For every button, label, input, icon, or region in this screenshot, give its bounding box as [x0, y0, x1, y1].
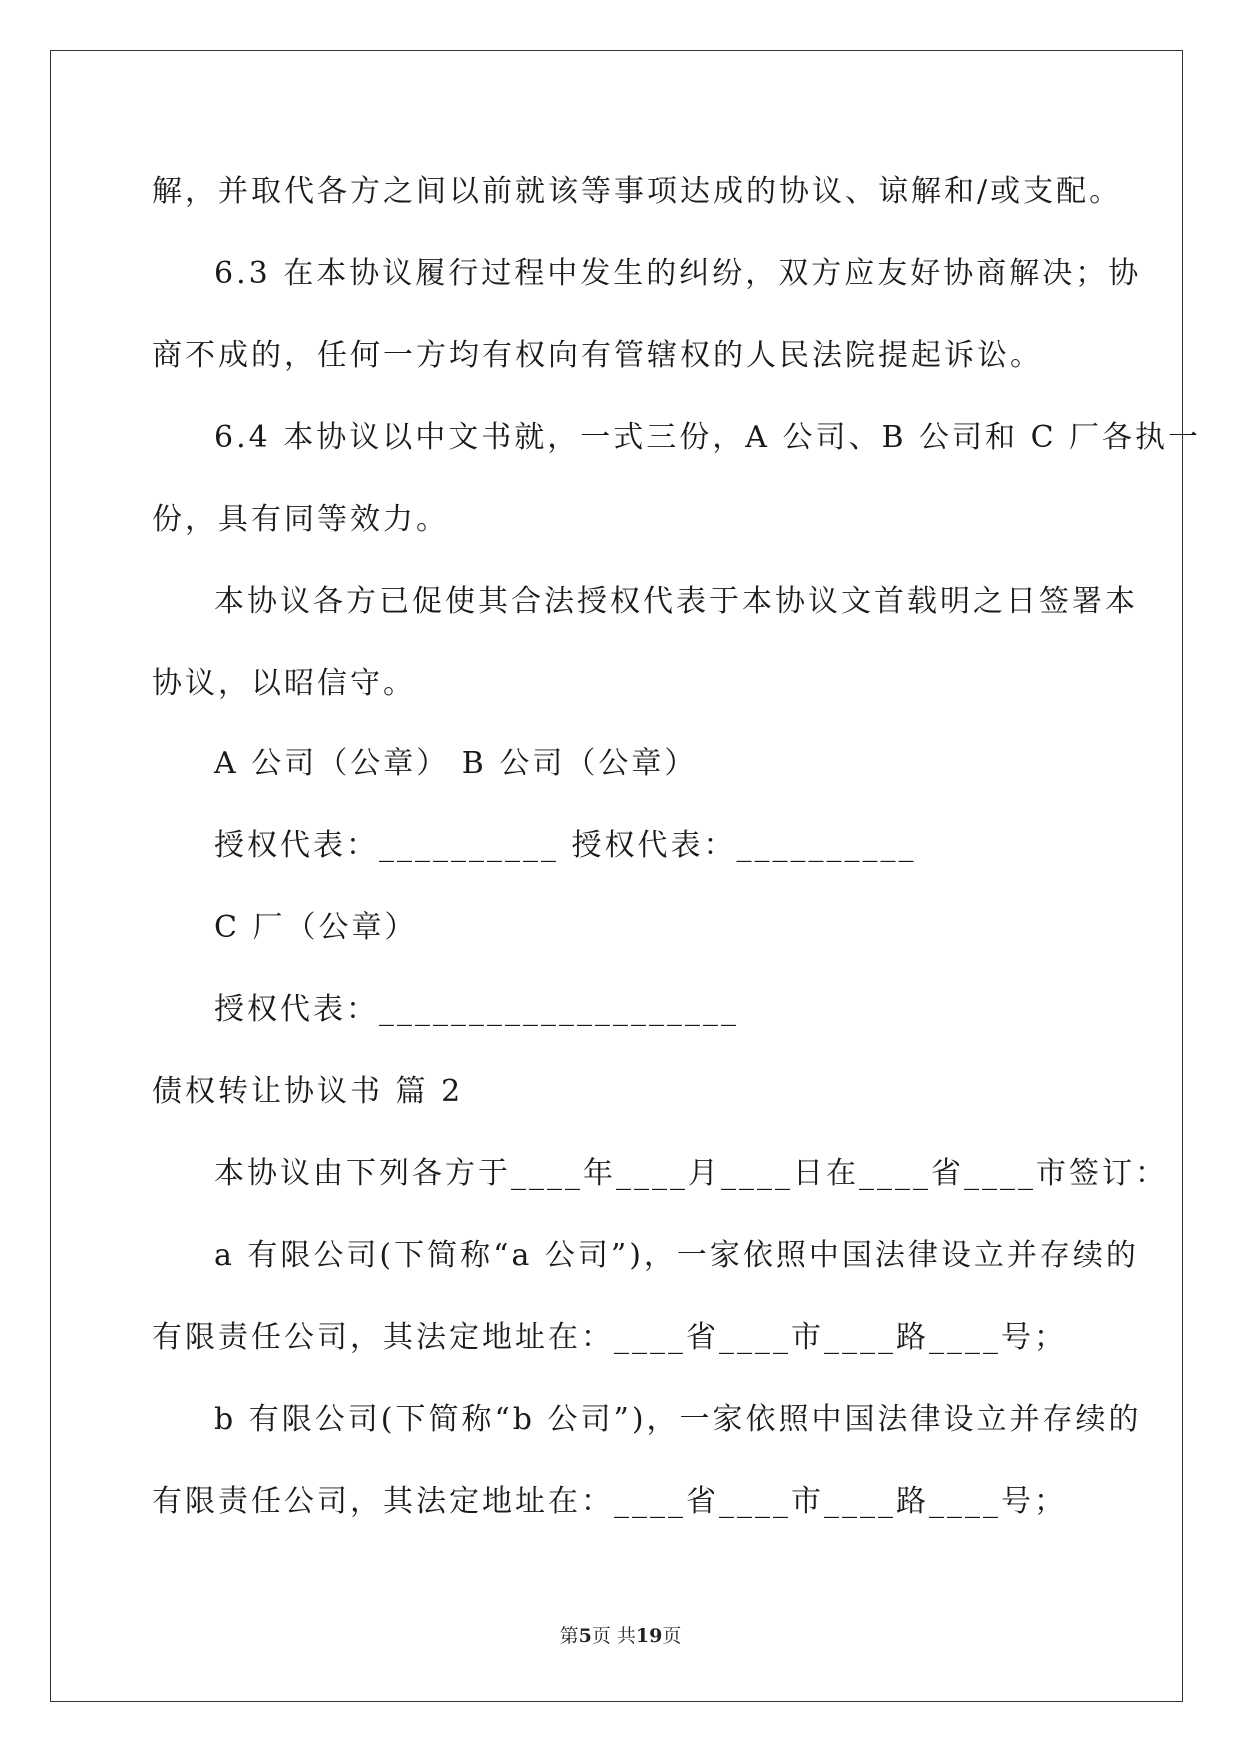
total-page-number: 19: [635, 1625, 663, 1647]
closing-statement-line: 本协议各方已促使其合法授权代表于本协议文首载明之日签署本: [214, 584, 1138, 619]
footer-prefix: 第: [559, 1625, 579, 1647]
seal-c-line: C 厂（公章）: [214, 910, 418, 945]
section-heading: 债权转让协议书 篇 2: [152, 1074, 464, 1109]
paragraph-line: 商不成的，任何一方均有权向有管辖权的人民法院提起诉讼。: [152, 338, 1043, 373]
footer-suffix: 页: [662, 1625, 682, 1647]
party-b-line: b 有限公司(下简称“b 公司”)，一家依照中国法律设立并存续的: [214, 1402, 1142, 1437]
agreement-intro-line: 本协议由下列各方于____年____月____日在____省____市签订：: [214, 1156, 1168, 1191]
paragraph-line: 协议，以昭信守。: [152, 666, 416, 701]
footer-middle: 页 共: [591, 1625, 636, 1647]
signature-c-line: 授权代表：____________________: [214, 992, 739, 1027]
signature-a-b-line: 授权代表：__________ 授权代表：__________: [214, 828, 917, 863]
clause-6-4-line: 6.4 本协议以中文书就，一式三份，A 公司、B 公司和 C 厂各执一: [214, 420, 1202, 455]
page-border: [50, 50, 1183, 1702]
current-page-number: 5: [578, 1625, 592, 1647]
paragraph-line: 份，具有同等效力。: [152, 502, 449, 537]
seal-a-b-line: A 公司（公章） B 公司（公章）: [214, 746, 698, 781]
clause-6-3-line: 6.3 在本协议履行过程中发生的纠纷，双方应友好协商解决；协: [214, 256, 1142, 291]
party-a-address-line: 有限责任公司，其法定地址在：____省____市____路____号；: [152, 1320, 1067, 1355]
party-a-line: a 有限公司(下简称“a 公司”)，一家依照中国法律设立并存续的: [214, 1238, 1139, 1273]
page-footer: [0, 1624, 1241, 1648]
party-b-address-line: 有限责任公司，其法定地址在：____省____市____路____号；: [152, 1484, 1067, 1519]
paragraph-line: 解，并取代各方之间以前就该等事项达成的协议、谅解和/或支配。: [152, 174, 1123, 209]
